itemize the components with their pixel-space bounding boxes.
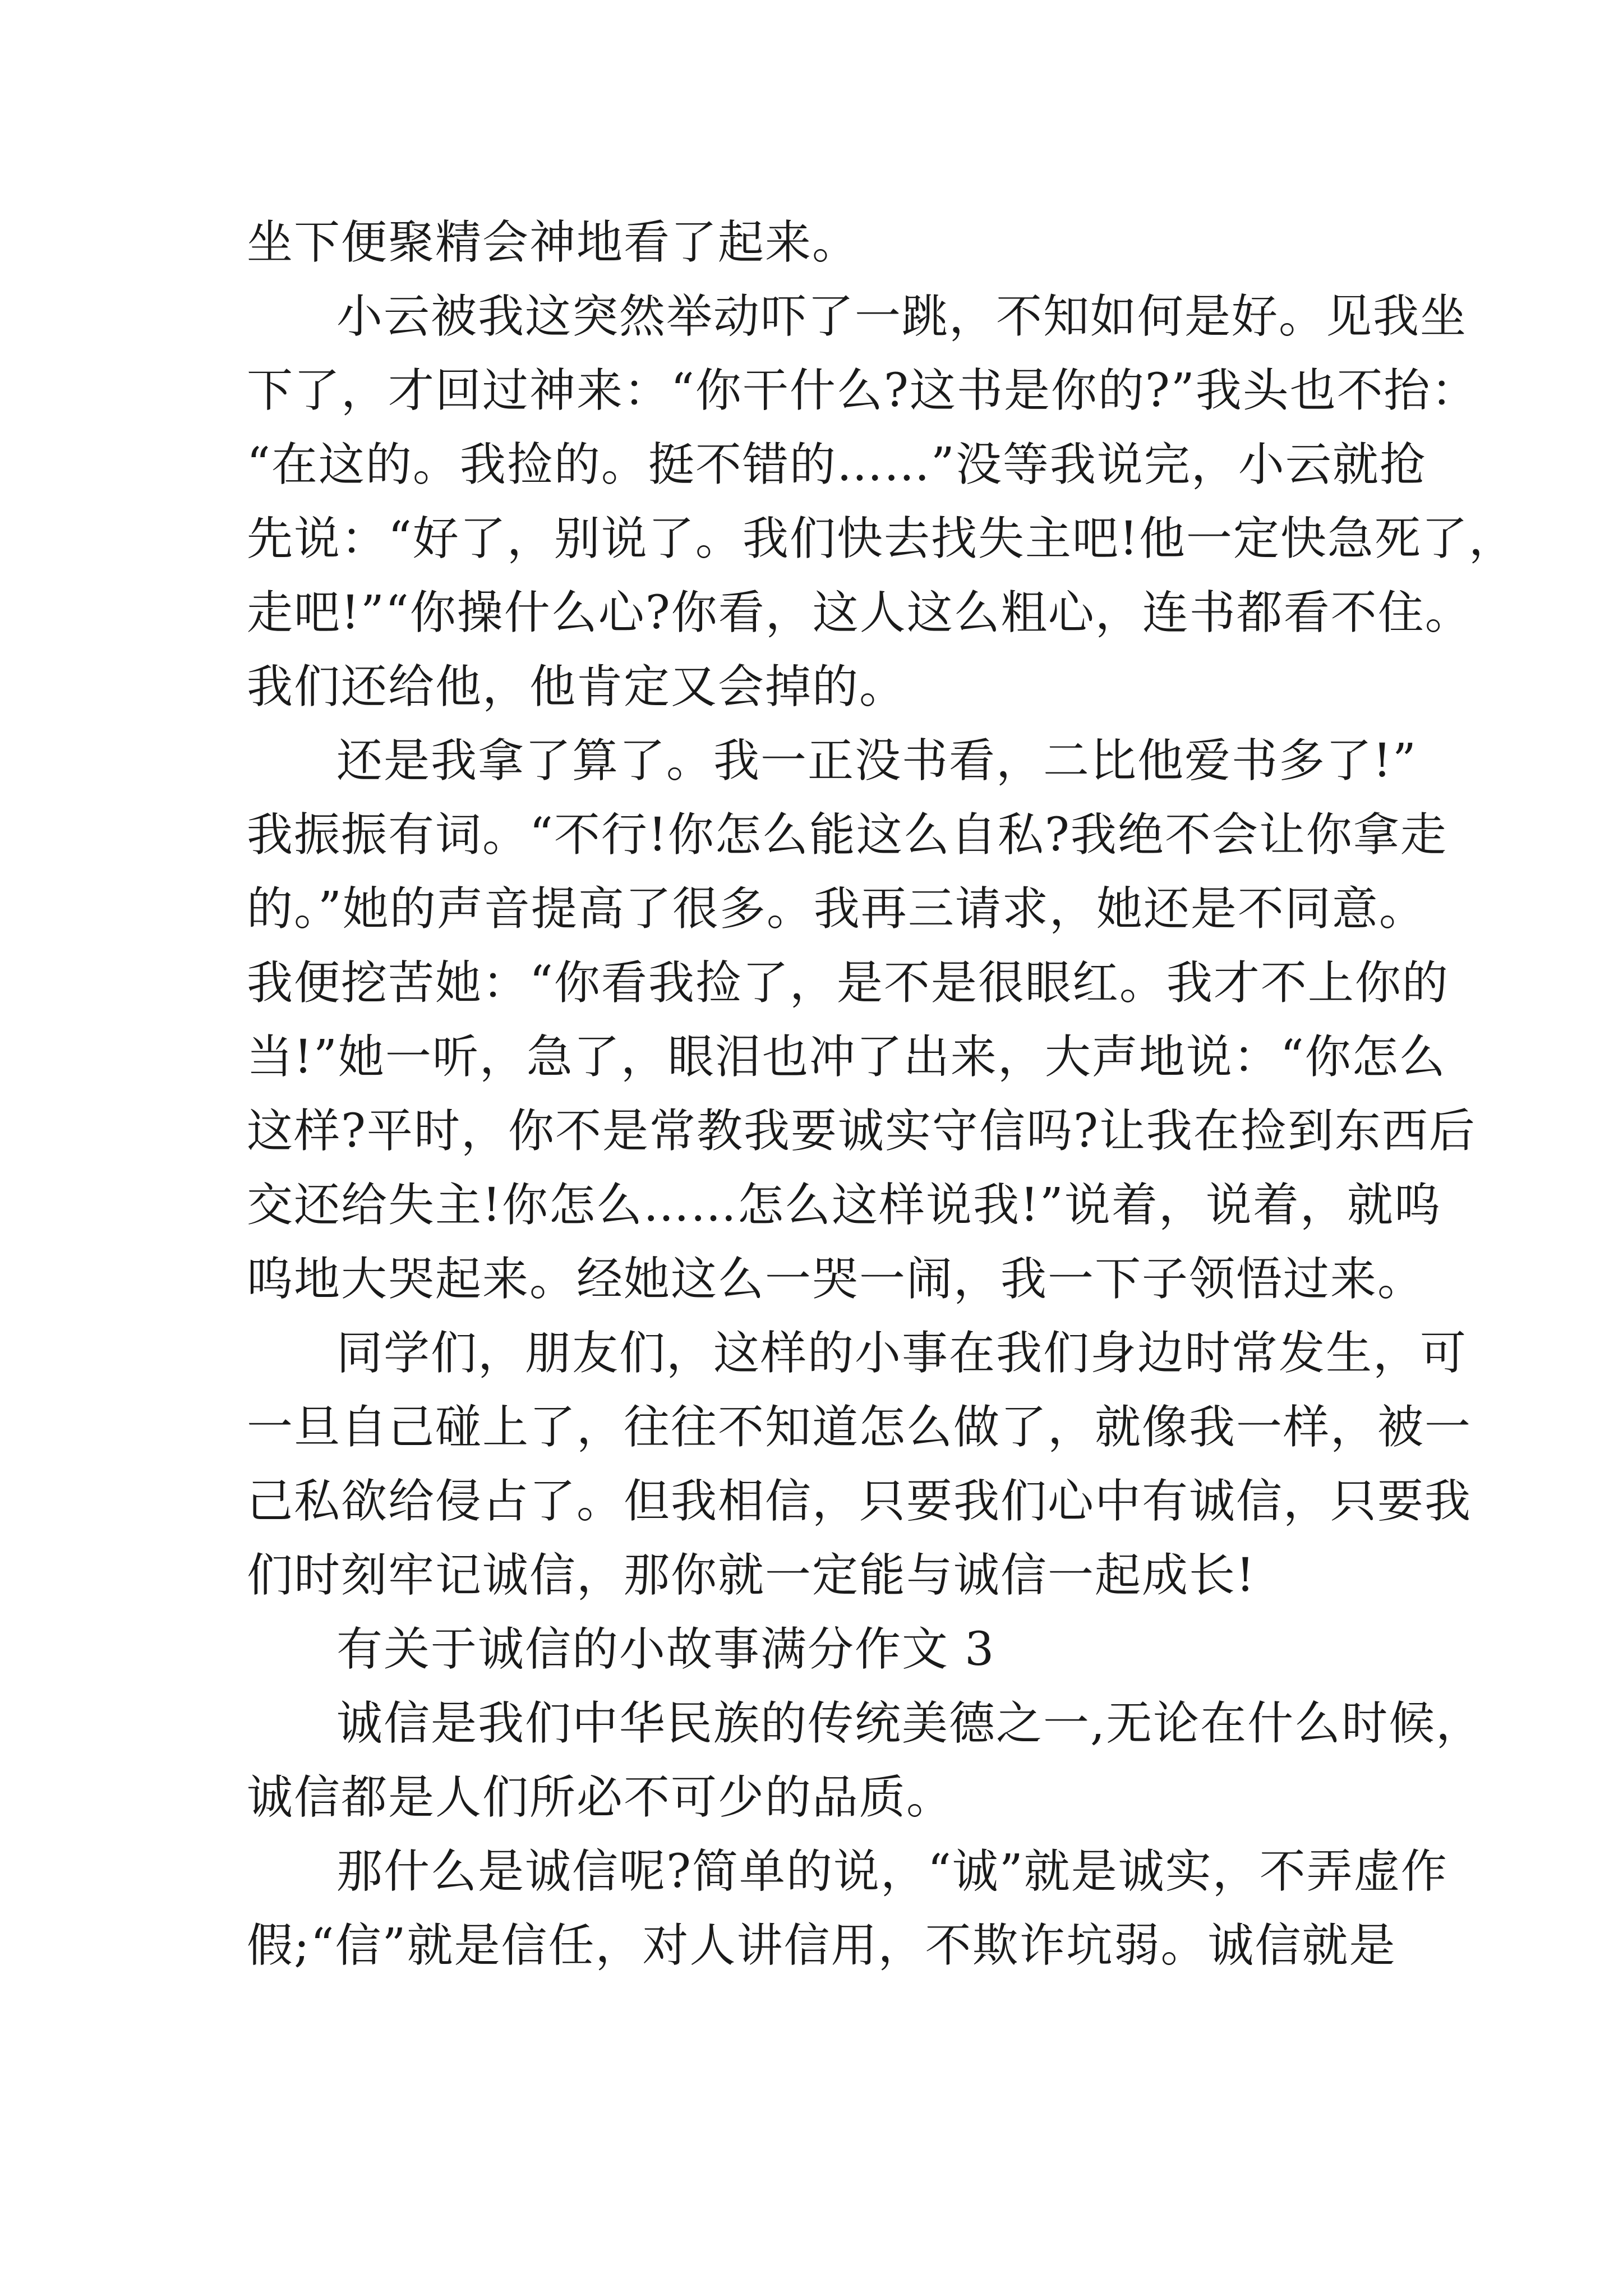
- paragraph-start-line: 诚信是我们中华民族的传统美德之一,无论在什么时候，: [336, 1697, 1483, 1750]
- text-line: “在这的。我捡的。挺不错的……”没等我说完，小云就抢: [247, 438, 1427, 491]
- text-line: 一旦自己碰上了，往往不知道怎么做了，就像我一样，被一: [247, 1401, 1472, 1454]
- paragraph-start-line: 那什么是诚信呢?简单的说，“诚”就是诚实，不弄虚作: [336, 1845, 1448, 1898]
- text-line: 这样?平时，你不是常教我要诚实守信吗?让我在捡到东西后: [247, 1105, 1476, 1158]
- text-line: 诚信都是人们所必不可少的品质。: [247, 1771, 954, 1824]
- text-line: 假;“信”就是信任，对人讲信用，不欺诈坑弱。诚信就是: [247, 1919, 1396, 1972]
- text-line: 我们还给他，他肯定又会掉的。: [247, 660, 907, 714]
- paragraph-start-line: 小云被我这突然举动吓了一跳，不知如何是好。见我坐: [336, 290, 1468, 343]
- text-line: 先说：“好了，别说了。我们快去找失主吧!他一定快急死了，: [247, 512, 1516, 565]
- text-line: 我振振有词。“不行!你怎么能这么自私?我绝不会让你拿走: [247, 808, 1447, 862]
- text-line: 坐下便聚精会神地看了起来。: [247, 216, 860, 269]
- text-line: 呜地大哭起来。经她这么一哭一闹，我一下子领悟过来。: [247, 1253, 1425, 1306]
- text-line: 我便挖苦她：“你看我捡了，是不是很眼红。我才不上你的: [247, 956, 1449, 1010]
- text-line: 们时刻牢记诚信，那你就一定能与诚信一起成长!: [247, 1549, 1256, 1602]
- text-line: 的。”她的声音提高了很多。我再三请求，她还是不同意。: [247, 882, 1426, 936]
- text-line: 下了，才回过神来：“你干什么?这书是你的?”我头也不抬：: [247, 364, 1478, 417]
- section-heading: 有关于诚信的小故事满分作文 3: [336, 1623, 995, 1676]
- text-line: 走吧!”“你操什么心?你看，这人这么粗心，连书都看不住。: [247, 586, 1472, 639]
- paragraph-start-line: 还是我拿了算了。我一正没书看，二比他爱书多了!”: [336, 734, 1417, 788]
- text-line: 交还给失主!你怎么……怎么这样说我!”说着，说着，就呜: [247, 1179, 1441, 1232]
- text-line: 己私欲给侵占了。但我相信，只要我们心中有诚信，只要我: [247, 1475, 1472, 1528]
- paragraph-start-line: 同学们，朋友们，这样的小事在我们身边时常发生，可: [336, 1327, 1468, 1380]
- text-line: 当!”她一听，急了，眼泪也冲了出来，大声地说：“你怎么: [247, 1030, 1446, 1084]
